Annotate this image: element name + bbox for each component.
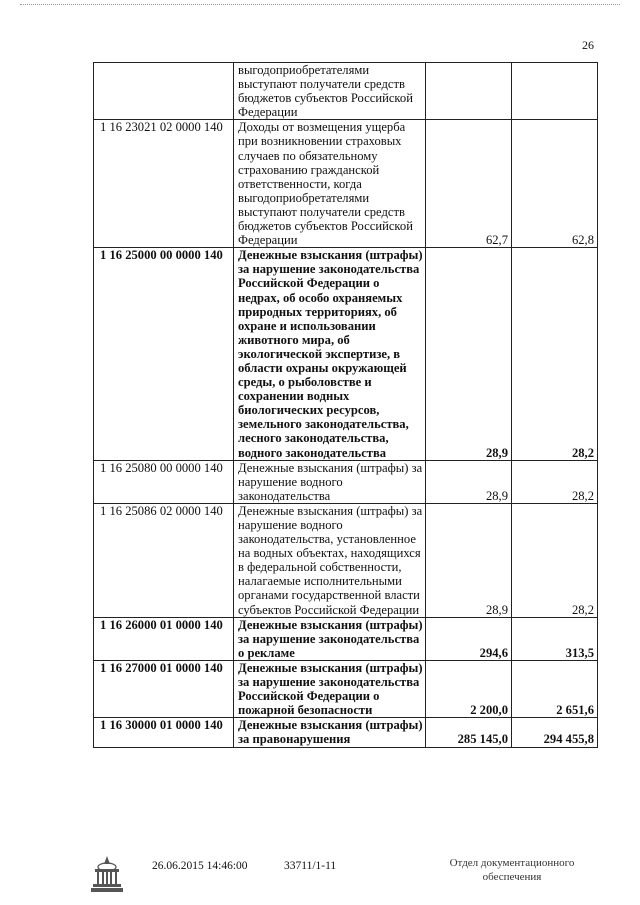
budget-revenue-table (93, 62, 598, 748)
value-cell-second: 28,2 (512, 503, 598, 617)
budget-code-cell: 1 16 25000 00 0000 140 (94, 248, 234, 460)
budget-code-cell (94, 63, 234, 120)
table-row (94, 503, 598, 617)
table-row (94, 120, 598, 248)
footer-timestamp: 26.06.2015 14:46:00 (152, 860, 248, 872)
value-cell-first: 28,9 (426, 248, 512, 460)
revenue-name-cell: Денежные взыскания (штрафы) за нарушение законодательства Российской Федерации о недрах, об особо охраняемых природных территориях, об охране и использовании животного мира, об экологической экспертизе, в области охраны окружающей среды, о рыболовстве и сохранении водных биологических ресурсов, земельного законодательства, лесного законодательства, водного законодательства (234, 248, 426, 460)
duma-building-logo-icon (90, 854, 124, 894)
revenue-name-cell: Денежные взыскания (штрафы) за нарушение законодательства Российской Федерации о пожарной безопасности (234, 660, 426, 717)
table-row (94, 63, 598, 120)
budget-code-cell: 1 16 26000 01 0000 140 (94, 617, 234, 660)
footer-department-stamp (432, 856, 592, 884)
page-footer (0, 848, 640, 898)
revenue-name-cell: Денежные взыскания (штрафы) за нарушение водного законодательства (234, 460, 426, 503)
page-number: 26 (582, 38, 594, 52)
value-cell-first: 28,9 (426, 503, 512, 617)
value-cell-first: 2 200,0 (426, 660, 512, 717)
value-cell-first: 62,7 (426, 120, 512, 248)
value-cell-first: 294,6 (426, 617, 512, 660)
value-cell-second: 294 455,8 (512, 718, 598, 747)
value-cell-second: 313,5 (512, 617, 598, 660)
revenue-name-cell: выгодоприобретателями выступают получатели средств бюджетов субъектов Российской Федерации (234, 63, 426, 120)
value-cell-second (512, 63, 598, 120)
value-cell-first: 285 145,0 (426, 718, 512, 747)
budget-code-cell: 1 16 25086 02 0000 140 (94, 503, 234, 617)
table-row (94, 248, 598, 460)
budget-code-cell: 1 16 25080 00 0000 140 (94, 460, 234, 503)
table-row (94, 617, 598, 660)
value-cell-second: 28,2 (512, 460, 598, 503)
revenue-name-cell: Денежные взыскания (штрафы) за нарушение законодательства о рекламе (234, 617, 426, 660)
value-cell-second: 28,2 (512, 248, 598, 460)
value-cell-second: 62,8 (512, 120, 598, 248)
value-cell-first (426, 63, 512, 120)
scan-edge-marks (20, 4, 620, 7)
footer-department-line1: Отдел документационного (449, 857, 575, 869)
revenue-name-cell: Денежные взыскания (штрафы) за правонарушения (234, 718, 426, 747)
value-cell-second: 2 651,6 (512, 660, 598, 717)
revenue-name-cell: Доходы от возмещения ущерба при возникновении страховых случаев по обязательному страхованию гражданской ответственности, когда выгодоприобретателями выступают получатели средств бюджетов субъектов Российской Федерации (234, 120, 426, 248)
value-cell-first: 28,9 (426, 460, 512, 503)
table-row (94, 660, 598, 717)
table-row (94, 460, 598, 503)
footer-department-line2: обеспечения (482, 871, 542, 883)
footer-registration-number: 33711/1-11 (284, 860, 337, 872)
budget-code-cell: 1 16 27000 01 0000 140 (94, 660, 234, 717)
revenue-name-cell: Денежные взыскания (штрафы) за нарушение водного законодательства, установленное на водных объектах, находящихся в федеральной собственности, налагаемые исполнительными органами государственной власти субъектов Российской Федерации (234, 503, 426, 617)
budget-code-cell: 1 16 23021 02 0000 140 (94, 120, 234, 248)
table-body (94, 63, 598, 748)
table-row (94, 718, 598, 747)
budget-code-cell: 1 16 30000 01 0000 140 (94, 718, 234, 747)
